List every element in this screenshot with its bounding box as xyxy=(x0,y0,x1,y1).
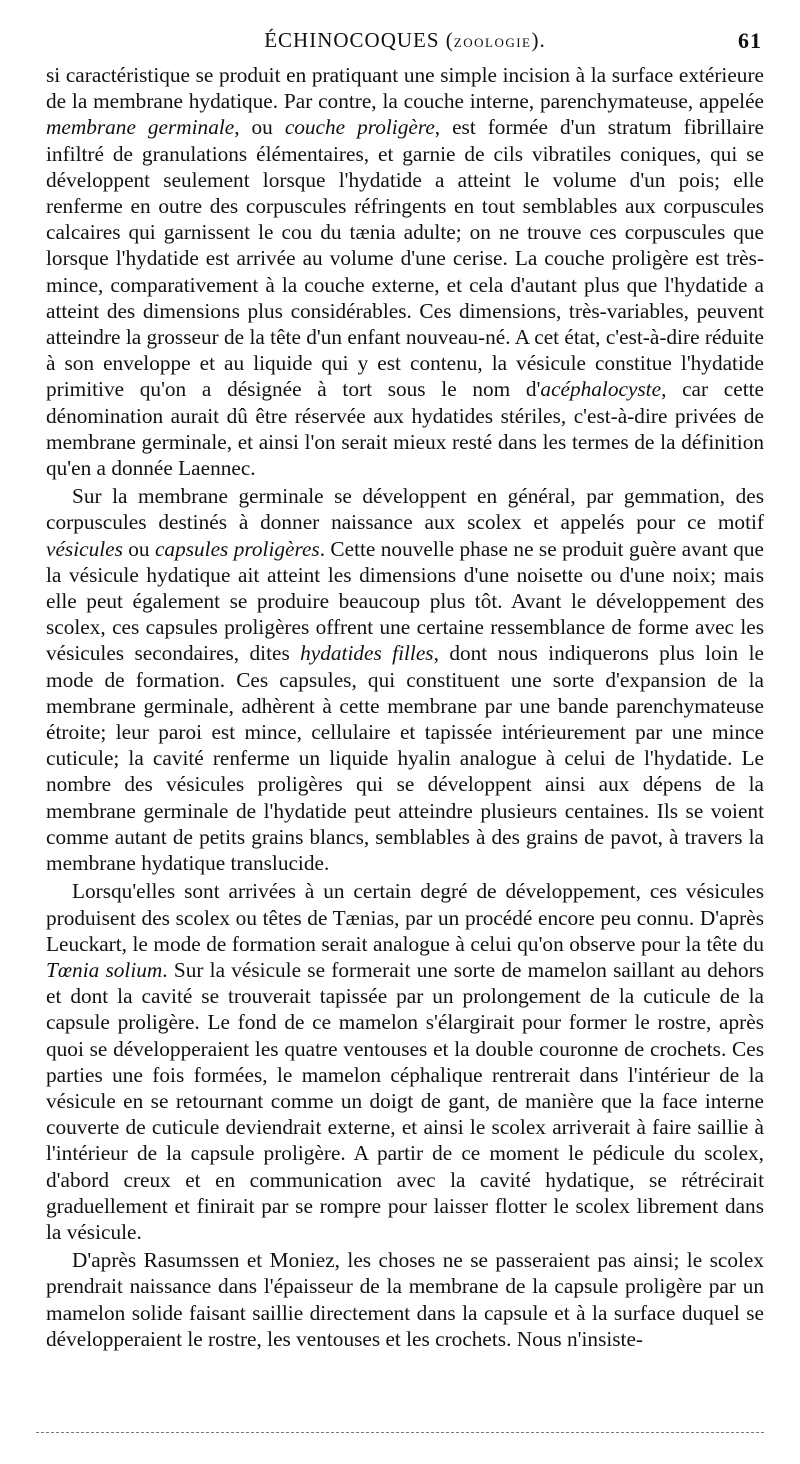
text-run: ou xyxy=(122,536,155,561)
italic-term: membrane germinale xyxy=(46,115,235,140)
text-run: , est formée d'un stratum fibrillaire infiltré de granulations élémentaires, et garnie de cils vibratiles coniques, qui se développent seulement lorsque l'hydatide a atteint le volume d'un pois; elle renferme en outre des corpuscules réfringents en tout semblables aux corpuscules calcaires qui garnissent le cou du tænia adulte; on ne trouve ces corpuscules que lorsque l'hydatide est arrivée au volume d'une cerise. La couche proligère est très-mince, comparativement à la couche externe, et cela d'autant plus que l'hydatide a atteint des dimensions plus considérables. Ces dimensions, très-variables, peuvent atteindre la grosseur de la tête d'un enfant nouveau-né. A cet état, c'est-à-dire réduite à son enveloppe et au liquide qui y est contenu, la vésicule constitue l'hydatide primitive qu'on a désignée à tort sous le nom d' xyxy=(46,115,765,402)
italic-term: Tœnia solium xyxy=(46,957,163,982)
body-text xyxy=(46,62,764,1352)
bottom-rule xyxy=(36,1432,764,1433)
paragraph xyxy=(46,1247,764,1352)
text-run: . Cette nouvelle phase ne se produit guère avant que la vésicule hydatique ait atteint les dimensions d'une noisette ou d'une noix; mais elle peut également se produire beaucoup plus tôt. Avant le développement des scolex, ces capsules proligères offrent une certaine ressemblance de forme avec les vésicules secondaires, dites xyxy=(46,536,764,666)
text-run: . Sur la vésicule se formerait une sorte de mamelon saillant au dehors et dont la cavité se trouverait tapissée par un prolongement de la cuticule de la capsule proligère. Le fond de ce mamelon s'élargirait pour former le rostre, après quoi se développeraient les quatre ventouses et la double couronne de crochets. Ces parties une fois formées, le mamelon céphalique rentrerait dans l'intérieur de la vésicule en se retournant comme un doigt de gant, de manière que la face interne couverte de cuticule deviendrait externe, et ainsi le scolex arriverait à faire saillie à l'intérieur de la capsule proligère. A partir de ce moment le pédicule du scolex, d'abord creux et en communication avec la cavité hydatique, se rétrécirait graduellement et finirait par se rompre pour laisser flotter le scolex librement dans la vésicule. xyxy=(46,957,764,1244)
text-run: D'après Rasumssen et Moniez, les choses ne se passeraient pas ainsi; le scolex prendrait naissance dans l'épaisseur de la membrane de la capsule proligère par un mamelon solide faisant saillie directement dans la capsule et à la surface duquel se développeraient le rostre, les ventouses et les crochets. Nous n'insiste- xyxy=(46,1248,764,1351)
italic-term: vésicules xyxy=(46,536,123,561)
running-head xyxy=(46,28,764,62)
italic-term: couche proligère xyxy=(284,115,435,140)
text-run: , dont nous indiquerons plus loin le mode de formation. Ces capsules, qui constituent une sorte d'expansion de la membrane germinale, adhèrent à cette membrane par une bande parenchymateuse étroite; leur paroi est mince, cellulaire et tapissée intérieurement par une mince cuticule; la cavité renferme un liquide hyalin analogue à celui de l'hydatide. Le nombre des vésicules proligères qui se développent ainsi aux dépens de la membrane germinale de l'hydatide peut atteindre plusieurs centaines. Ils se voient comme autant de petits grains blancs, semblables à des grains de pavot, à travers la membrane hydatique translucide. xyxy=(46,641,764,876)
paragraph xyxy=(46,878,764,1245)
text-run: Lorsqu'elles sont arrivées à un certain degré de développement, ces vésicules produisent des scolex ou têtes de Tænias, par un procédé encore peu connu. D'après Leuckart, le mode de formation serait analogue à celui qu'on observe pour la tête du xyxy=(46,879,764,956)
text-run: si caractéristique se produit en pratiquant une simple incision à la surface extérieure de la membrane hydatique. Par contre, la couche interne, parenchymateuse, appelée xyxy=(46,63,764,114)
italic-term: acéphalocyste xyxy=(540,377,662,402)
running-title-text: ÉCHINOCOQUES ( xyxy=(264,28,454,52)
running-title-close: ). xyxy=(531,28,546,52)
page-number: 61 xyxy=(738,28,762,53)
paragraph xyxy=(46,483,764,876)
italic-term: hydatides filles xyxy=(300,641,434,666)
text-run: , ou xyxy=(234,115,285,140)
text-run: , car cette dénomination aurait dû être réservée aux hydatides stériles, c'est-à-dire privées de membrane germinale, et ainsi l'on serait mieux resté dans les termes de la définition qu'en a donnée Laennec. xyxy=(46,377,764,481)
italic-term: capsules proligères xyxy=(154,536,320,561)
paragraph xyxy=(46,62,764,481)
text-run: Sur la membrane germinale se développent en général, par gemmation, des corpuscules destinés à donner naissance aux scolex et appelés pour ce motif xyxy=(46,484,764,535)
running-title xyxy=(264,28,546,53)
section-label: ZOOLOGIE xyxy=(453,35,532,50)
